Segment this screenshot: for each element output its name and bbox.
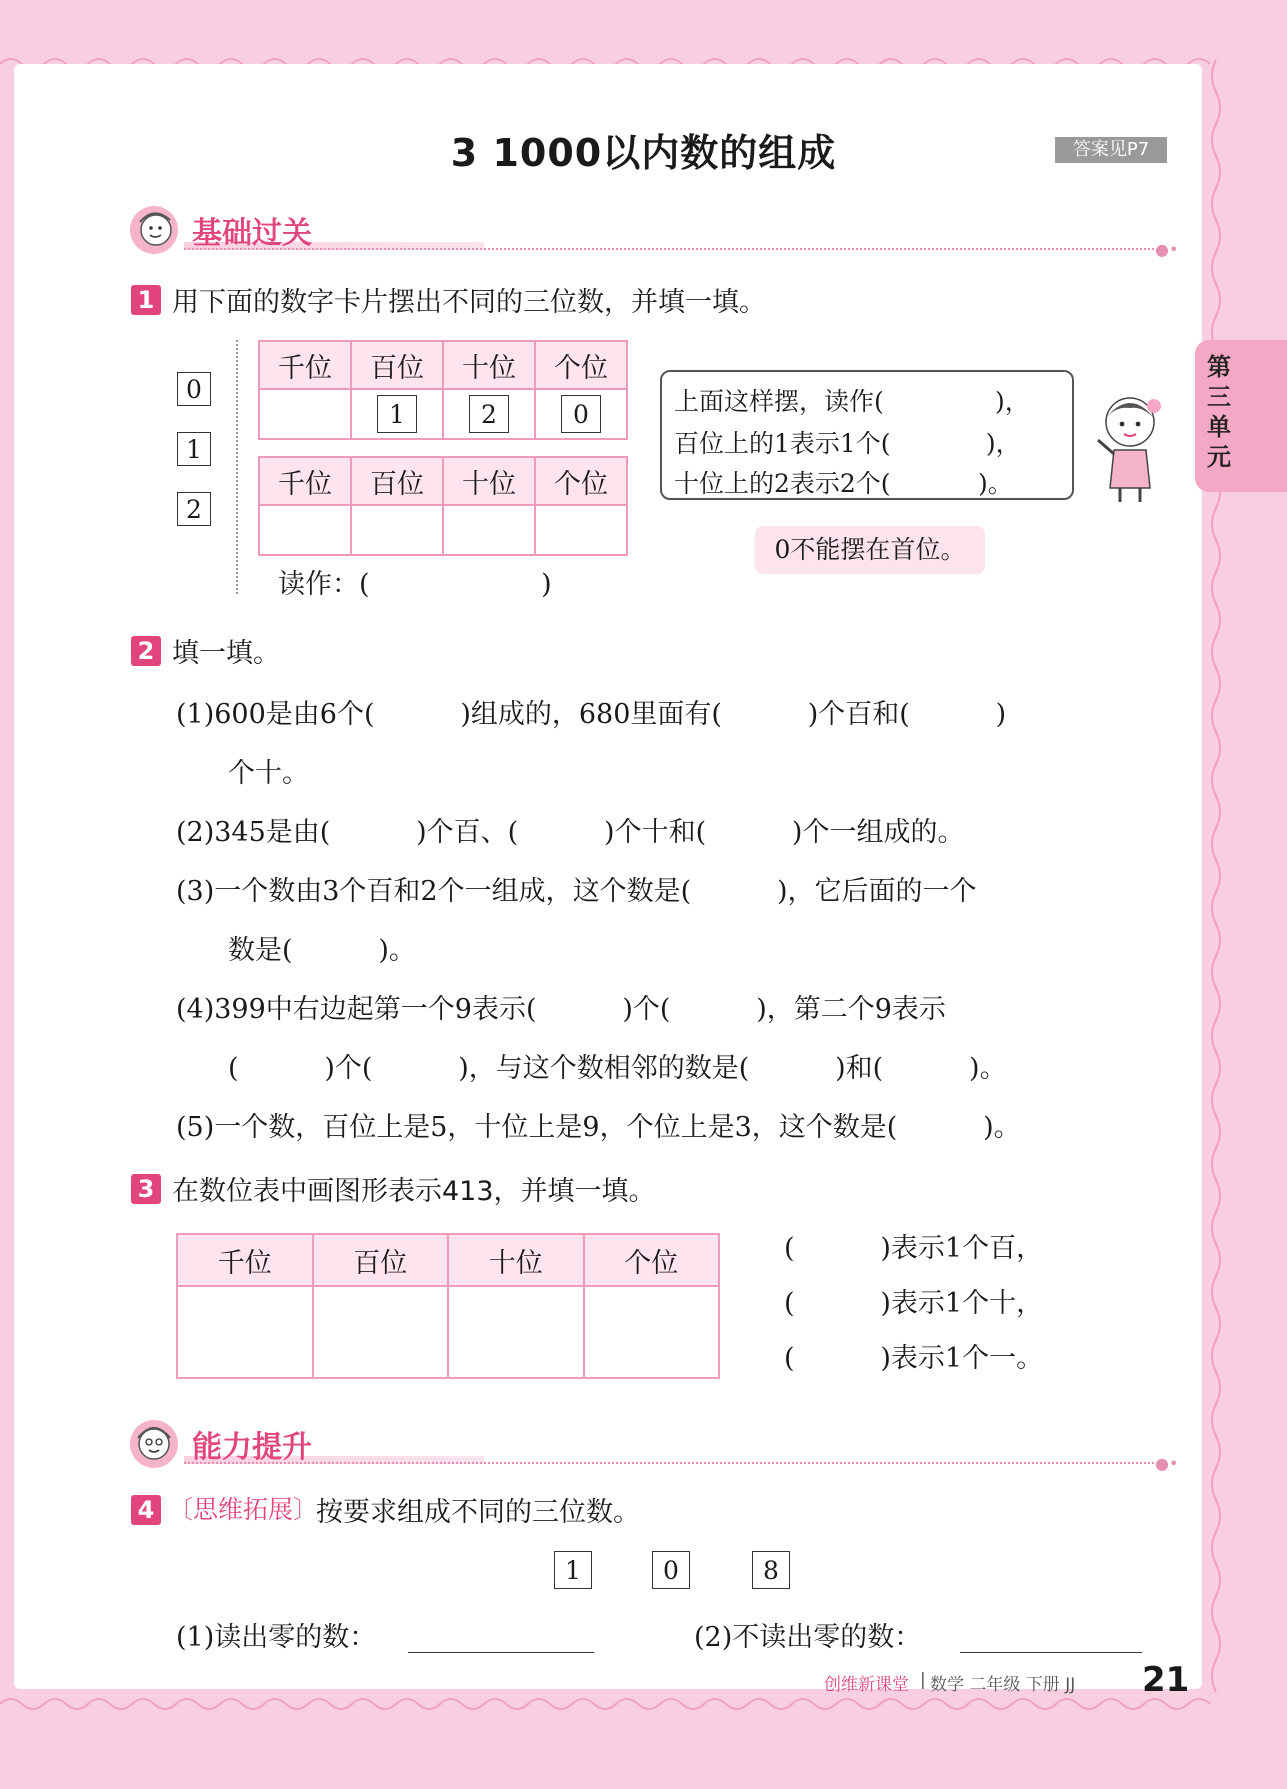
question-number-1: 1 bbox=[131, 285, 161, 315]
page-number: 21 bbox=[1142, 1660, 1190, 1700]
digit-card: 0 bbox=[652, 1551, 690, 1589]
right-wave-border bbox=[1204, 0, 1238, 1789]
header-hundreds: 百位 bbox=[313, 1234, 449, 1286]
drawing-cell-ones[interactable] bbox=[584, 1286, 720, 1378]
header-thousands: 千位 bbox=[177, 1234, 313, 1286]
footer-book-info: 数学 二年级 下册 JJ bbox=[930, 1675, 1076, 1695]
unit-side-tab-label: 第三单元 bbox=[1207, 353, 1231, 471]
digit-card: 2 bbox=[469, 395, 509, 433]
q3-answer-line-1[interactable]: ( )表示1个百， bbox=[784, 1233, 1044, 1264]
bubble-line: 上面这样摆，读作( )， bbox=[674, 387, 1030, 416]
q2-line-1-cont: 个十。 bbox=[228, 758, 309, 789]
q3-answer-line-2[interactable]: ( )表示1个十， bbox=[784, 1288, 1044, 1319]
cell-hundreds[interactable] bbox=[351, 389, 443, 439]
digit-card: 8 bbox=[752, 1551, 790, 1589]
q2-line-5[interactable]: (5)一个数，百位上是5，十位上是9，个位上是3，这个数是( )。 bbox=[176, 1112, 1021, 1143]
q2-line-2[interactable]: (2)345是由( )个百、( )个十和( )个一组成的。 bbox=[176, 817, 965, 848]
header-tens: 十位 bbox=[448, 1234, 584, 1286]
drawing-cell-hundreds[interactable] bbox=[313, 1286, 449, 1378]
digit-card: 2 bbox=[177, 492, 211, 526]
place-value-table-2 bbox=[258, 456, 628, 556]
header-ones: 个位 bbox=[535, 341, 627, 389]
question-3-text: 在数位表中画图形表示413，并填一填。 bbox=[172, 1176, 656, 1207]
question-4-text: 按要求组成不同的三位数。 bbox=[316, 1497, 640, 1528]
digit-card: 1 bbox=[377, 395, 417, 433]
answer-reference-badge: 答案见P7 bbox=[1055, 137, 1167, 163]
girl-mascot-icon bbox=[1092, 392, 1166, 504]
header-thousands: 千位 bbox=[259, 341, 351, 389]
q2-line-3-cont[interactable]: 数是( )。 bbox=[228, 935, 416, 966]
digit-card: 1 bbox=[177, 432, 211, 466]
header-tens: 十位 bbox=[443, 457, 535, 505]
q2-line-3[interactable]: (3)一个数由3个百和2个一组成，这个数是( )，它后面的一个 bbox=[176, 876, 977, 907]
bottom-wave-border bbox=[0, 1694, 1287, 1724]
card-divider-line bbox=[236, 340, 238, 594]
unit-side-tab bbox=[1195, 340, 1287, 492]
digit-card: 0 bbox=[561, 395, 601, 433]
header-tens: 十位 bbox=[443, 341, 535, 389]
divider-end-dots: ●• bbox=[1155, 1454, 1179, 1473]
divider-end-dots: ●• bbox=[1155, 240, 1179, 259]
drawing-cell-tens[interactable] bbox=[448, 1286, 584, 1378]
digit-card: 1 bbox=[554, 1551, 592, 1589]
q2-line-4[interactable]: (4)399中右边起第一个9表示( )个( )，第二个9表示 bbox=[176, 994, 946, 1025]
question-number-2: 2 bbox=[131, 636, 161, 666]
header-hundreds: 百位 bbox=[351, 341, 443, 389]
hint-box: 0不能摆在首位。 bbox=[755, 526, 985, 574]
q4-part-1-answer-line[interactable] bbox=[408, 1650, 594, 1653]
q4-part-2-label: (2)不读出零的数： bbox=[694, 1622, 922, 1653]
header-thousands: 千位 bbox=[259, 457, 351, 505]
q4-part-1-label: (1)读出零的数： bbox=[176, 1622, 377, 1653]
question-number-4: 4 bbox=[131, 1495, 161, 1525]
question-number-3: 3 bbox=[131, 1174, 161, 1204]
q4-part-2-answer-line[interactable] bbox=[960, 1650, 1142, 1653]
bubble-line: 十位上的2表示2个( )。 bbox=[674, 469, 1013, 498]
footer-brand: 创维新课堂 bbox=[824, 1675, 909, 1695]
question-1-text: 用下面的数字卡片摆出不同的三位数，并填一填。 bbox=[172, 287, 766, 318]
section-title-basic: 基础过关 bbox=[192, 216, 312, 251]
q3-answer-line-3[interactable]: ( )表示1个一。 bbox=[784, 1343, 1044, 1374]
cell-thousands[interactable] bbox=[259, 389, 351, 439]
cell-ones[interactable] bbox=[535, 389, 627, 439]
bubble-line: 百位上的1表示1个( )， bbox=[674, 429, 1021, 458]
footer-separator: | bbox=[920, 1670, 926, 1690]
teacher-mascot-icon bbox=[128, 1418, 180, 1470]
section-header-advanced bbox=[128, 1416, 1179, 1473]
page-title: 3 1000以内数的组成 bbox=[450, 131, 837, 175]
speech-bubble bbox=[660, 370, 1074, 500]
question-2-text: 填一填。 bbox=[172, 638, 280, 669]
section-header-basic bbox=[128, 202, 1179, 259]
digit-card: 0 bbox=[177, 372, 211, 406]
header-ones: 个位 bbox=[584, 1234, 720, 1286]
cell-hundreds[interactable] bbox=[351, 505, 443, 555]
cell-thousands[interactable] bbox=[259, 505, 351, 555]
drawing-cell-thousands[interactable] bbox=[177, 1286, 313, 1378]
section-divider bbox=[184, 1462, 1154, 1464]
section-title-advanced: 能力提升 bbox=[192, 1430, 312, 1465]
question-4-tag: 〔思维拓展〕 bbox=[168, 1495, 319, 1524]
cell-ones[interactable] bbox=[535, 505, 627, 555]
cell-tens[interactable] bbox=[443, 389, 535, 439]
read-as-answer[interactable]: 读作：( ) bbox=[278, 569, 552, 600]
q2-line-1[interactable]: (1)600是由6个( )组成的，680里面有( )个百和( ) bbox=[176, 699, 1007, 730]
header-hundreds: 百位 bbox=[351, 457, 443, 505]
place-value-table-1 bbox=[258, 340, 628, 440]
place-value-table-3 bbox=[176, 1233, 720, 1379]
header-ones: 个位 bbox=[535, 457, 627, 505]
section-divider bbox=[184, 248, 1154, 250]
teacher-mascot-icon bbox=[128, 204, 180, 256]
q2-line-4-cont[interactable]: ( )个( )，与这个数相邻的数是( )和( )。 bbox=[228, 1053, 1007, 1084]
cell-tens[interactable] bbox=[443, 505, 535, 555]
